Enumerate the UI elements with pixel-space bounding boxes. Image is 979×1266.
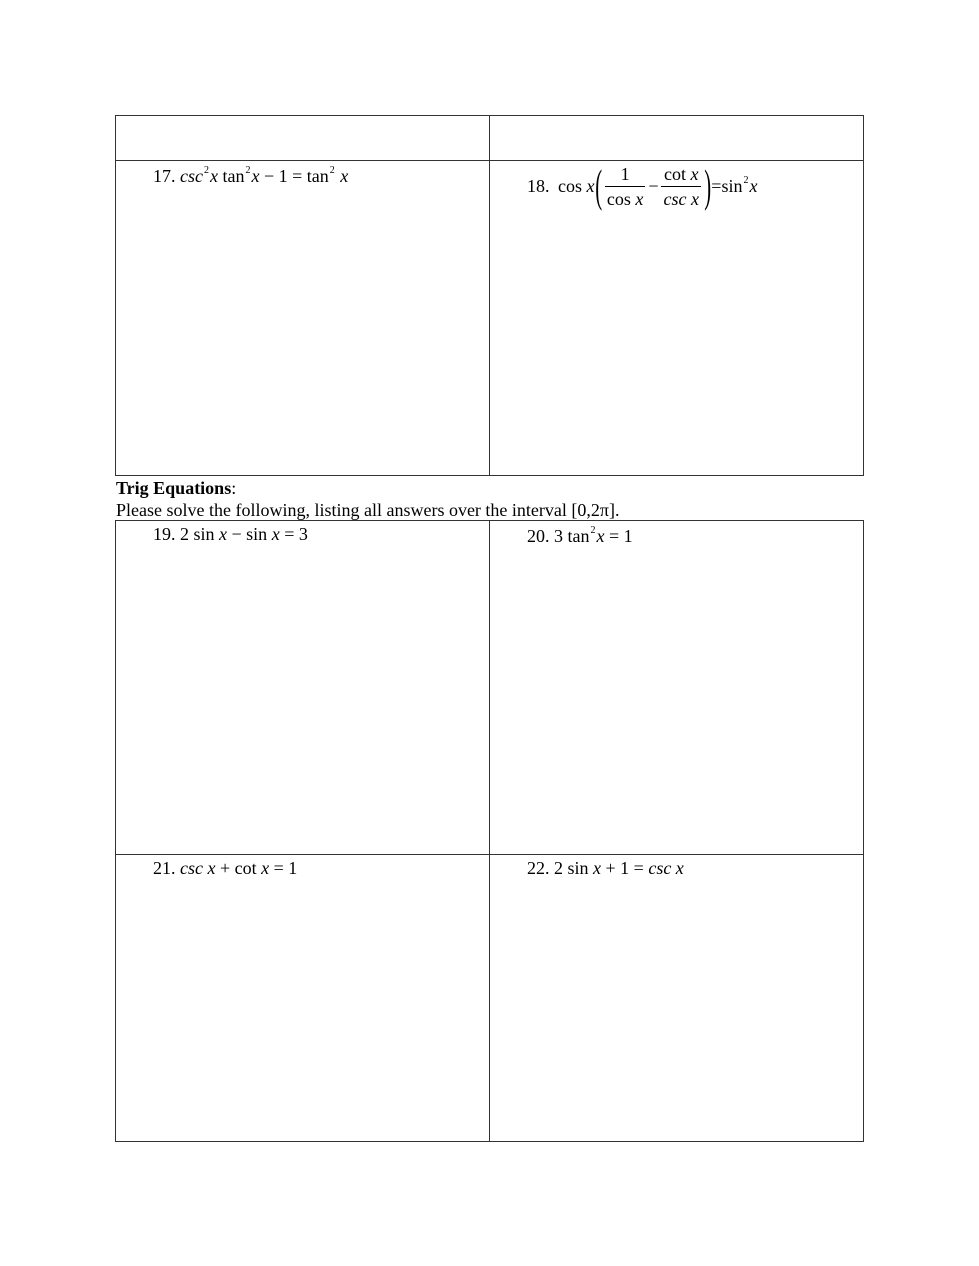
problem-18: 18. cos x( $\frac{1}{\text{cos x}}$ − $\frac{\text{cot x}}{\text{csc x}}$ )$=\sin^2x$: [527, 160, 758, 211]
problem-number: 19.: [153, 524, 176, 544]
fraction-2: $\frac{\text{cot x}}{\text{csc x}}$: [663, 163, 699, 209]
problem-20-cell: [490, 521, 864, 855]
problem-number: 21.: [153, 858, 176, 878]
problem-21-expression: csc x + cot x = 1: [180, 858, 298, 878]
problem-22: [527, 859, 684, 877]
problem-20: [527, 527, 633, 545]
blank-cell-right: [490, 116, 864, 161]
problem-18-expression: cos x: [558, 176, 595, 196]
problem-21-cell: [116, 855, 490, 1142]
problem-21: [153, 859, 297, 877]
problem-number: 22.: [527, 858, 550, 878]
identities-table: [115, 115, 864, 476]
instructions: Please solve the following, listing all answers over the interval [0,2π].: [116, 500, 620, 520]
problem-17-expression: $\csc^2x$ $\tan^2x - 1 = \tan^2 x$: [180, 165, 349, 186]
problem-19: [153, 525, 308, 543]
problem-22-expression: 2 sin x + 1 = csc x: [554, 858, 684, 878]
problem-17: [153, 167, 348, 185]
fraction-1: $\frac{1}{\text{cos x}}$: [606, 163, 644, 209]
problem-number: 20.: [527, 526, 550, 546]
interval: [0,2π]: [571, 500, 615, 520]
blank-cell-left: [116, 116, 490, 161]
problem-number: 17.: [153, 166, 176, 186]
equations-table: [115, 520, 864, 1142]
problem-number: 18.: [527, 176, 550, 196]
problem-19-cell: [116, 521, 490, 855]
problem-19-expression: 2 sin x − sin x = 3: [180, 524, 308, 544]
problem-17-cell: [116, 161, 490, 476]
problem-22-cell: [490, 855, 864, 1142]
problem-18-cell: [490, 161, 864, 476]
problem-20-expression: 3 $\tan^2x = 1$: [554, 525, 633, 546]
section-heading: Trig Equations:: [116, 478, 237, 498]
